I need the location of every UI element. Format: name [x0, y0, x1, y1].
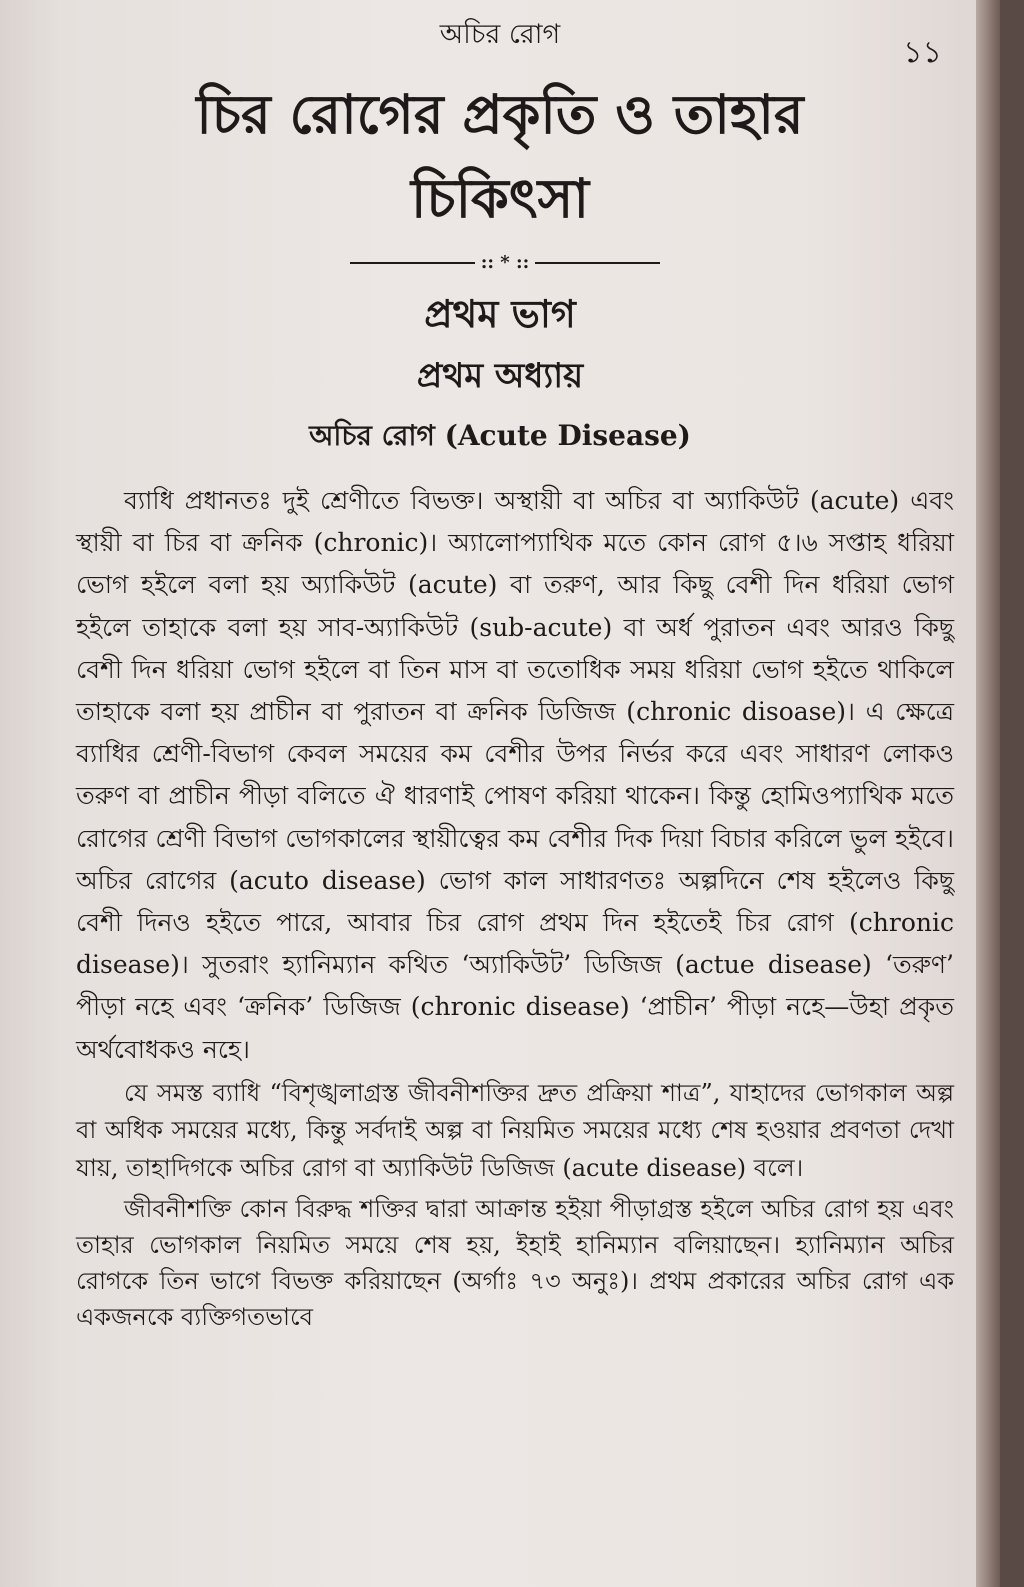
- ornament-divider: [350, 252, 660, 273]
- book-spine-shadow: [976, 0, 1000, 1587]
- section-title: প্রথম অধ্যায়: [416, 356, 584, 396]
- page-number: ১১: [903, 35, 942, 70]
- chapter-title: চির রোগের প্রকৃতি ও তাহার চিকিৎসা: [196, 82, 804, 230]
- paragraph: জীবনীশক্তি কোন বিরুদ্ধ শক্তির দ্বারা আক্রান্ত হইয়া পীড়াগ্রস্ত হইলে অচির রোগ হয় এবং তাহার ভোগকাল নিয়মিত সময়ে শেষ হয়, ইহাই হানিম্যান বলিয়াছেন। হ্যানিম্যান অচির রোগকে তিন ভাগে বিভক্ত করিয়াছেন (অর্গাঃ ৭৩ অনুঃ)। প্রথম প্রকারের অচির রোগ এক একজনকে ব্যক্তিগতভাবে: [76, 1195, 954, 1332]
- divider-mark: :: * ::: [480, 252, 530, 273]
- body-text: [76, 480, 954, 1335]
- part-title: প্রথম ভাগ: [424, 291, 576, 336]
- subsection-title: অচির রোগ (Acute Disease): [309, 419, 691, 452]
- paragraph: ব্যাধি প্রধানতঃ দুই শ্রেণীতে বিভক্ত। অস্থায়ী বা অচির বা অ্যাকিউট (acute) এবং স্থায়ী বা চির বা ক্রনিক (chronic)। অ্যালোপ্যাথিক মতে কোন রোগ ৫।৬ সপ্তাহ ধরিয়া ভোগ হইলে বলা হয় অ্যাকিউট (acute) বা তরুণ, আর কিছু বেশী দিন ধরিয়া ভোগ হইলে তাহাকে বলা হয় সাব-অ্যাকিউট (sub-acute) বা অর্ধ পুরাতন এবং আরও কিছু বেশী দিন ধরিয়া ভোগ হইলে বা তিন মাস বা ততোধিক সময় ধরিয়া ভোগ হইতে থাকিলে তাহাকে বলা হয় প্রাচীন বা পুরাতন বা ক্রনিক ডিজিজ (chronic disoase)। এ ক্ষেত্রে ব্যাধির শ্রেণী-বিভাগ কেবল সময়ের কম বেশীর উপর নির্ভর করে এবং সাধারণ লোকও তরুণ বা প্রাচীন পীড়া বলিতে ঐ ধারণাই পোষণ করিয়া থাকেন। কিন্তু হোমিওপ্যাথিক মতে রোগের শ্রেণী বিভাগ ভোগকালের স্থায়ীত্বের কম বেশীর দিক দিয়া বিচার করিলে ভুল হইবে। অচির রোগের (acuto disease) ভোগ কাল সাধারণতঃ অল্পদিনে শেষ হইলেও কিছু বেশী দিনও হইতে পারে, আবার চির রোগ প্রথম দিন হইতেই চির রোগ (chronic disease)। সুতরাং হ্যানিম্যান কথিত ‘অ্যাকিউট’ ডিজিজ (actue disease) ‘তরুণ’ পীড়া নহে এবং ‘ক্রনিক’ ডিজিজ (chronic disease) ‘প্রাচীন’ পীড়া নহে—উহা প্রকৃত অর্থবোধকও নহে।: [76, 486, 954, 1064]
- divider-rule-right: [535, 262, 660, 264]
- divider-rule-left: [350, 262, 475, 264]
- running-head: অচির রোগ: [439, 19, 561, 50]
- paragraph: যে সমস্ত ব্যাধি “বিশৃঙ্খলাগ্রস্ত জীবনীশক্তির দ্রুত প্রক্রিয়া শাত্র”, যাহাদের ভোগকাল অল্প বা অধিক সময়ের মধ্যে, কিন্তু সর্বদাই অল্প বা নিয়মিত সময়ের মধ্যে শেষ হওয়ার প্রবণতা দেখা যায়, তাহাদিগকে অচির রোগ বা অ্যাকিউট ডিজিজ (acute disease) বলে।: [76, 1078, 954, 1182]
